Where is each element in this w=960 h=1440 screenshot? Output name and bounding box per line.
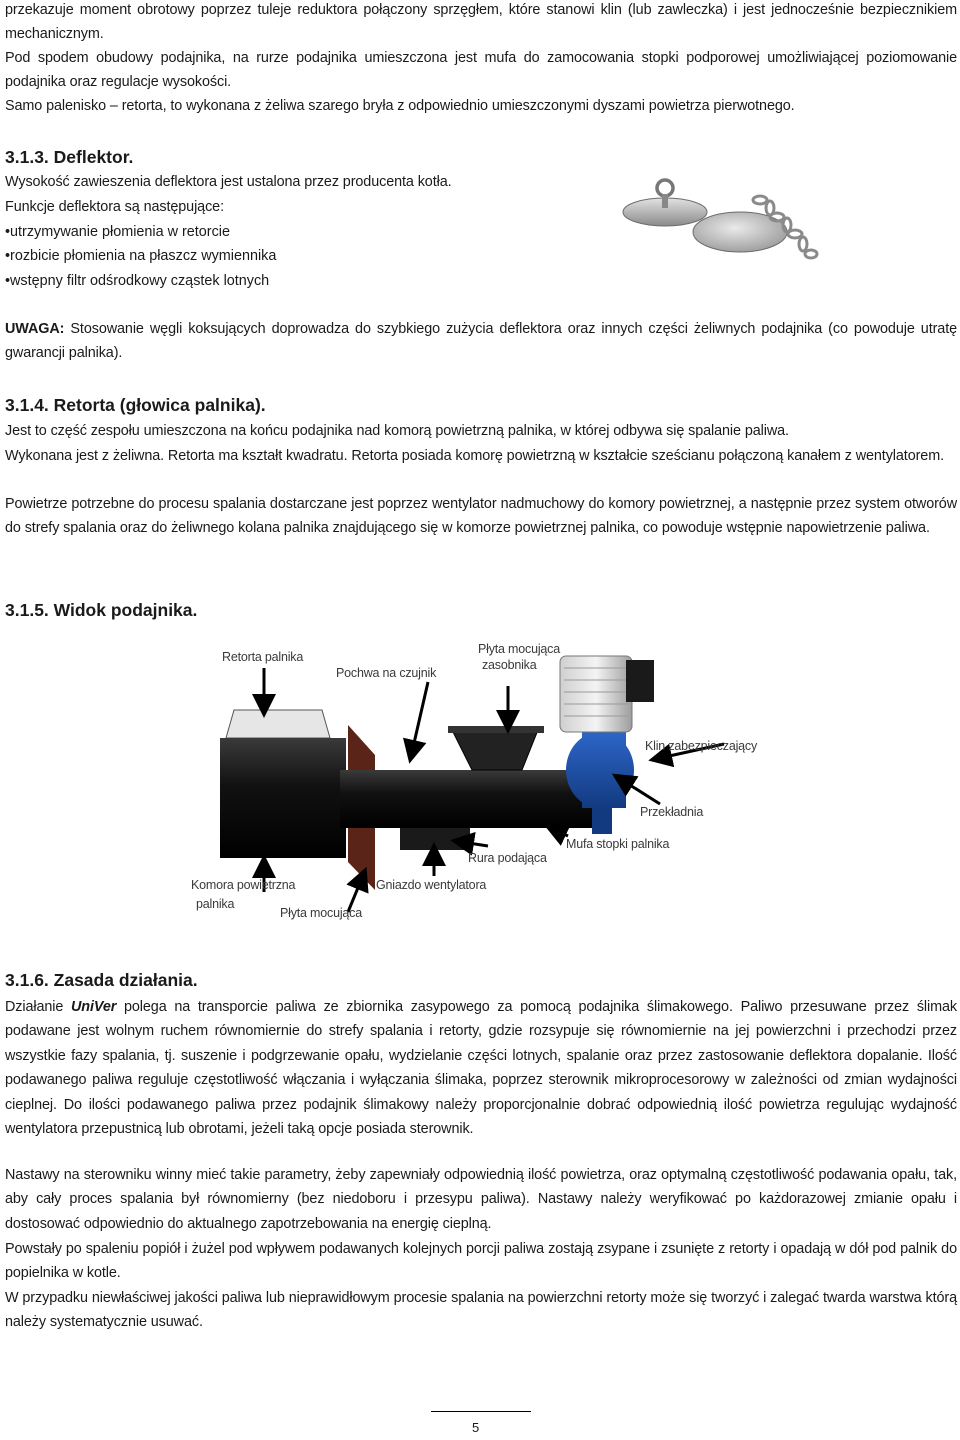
label-przekladnia: Przekładnia	[640, 805, 704, 819]
label-pochwa-na-czujnik: Pochwa na czujnik	[336, 666, 437, 680]
zasada-paragraph-1	[5, 995, 957, 1141]
deflektor-line-1: Wysokość zawieszenia deflektora jest ustalona przez producenta kotła.	[5, 174, 452, 190]
label-plyta-mocujaca-zasobnika-2: zasobnika	[482, 658, 537, 672]
footer-rule	[431, 1411, 531, 1412]
retorta-paragraph-3: Powietrze potrzebne do procesu spalania dostarczane jest poprzez wentylator nadmuchowy do komory powietrznej, a następnie przez system otworów do strefy spalania oraz do żeliwnego kolana palnika znajdującego się w komorze powietrznej palnika, co powoduje wstępnie napowietrzenie paliwa.	[5, 496, 957, 537]
zasada-paragraph-3: Powstały po spaleniu popiół i żużel pod wpływem podawanych kolejnych porcji paliwa zostają zsypane i zsunięte z retorty i opadają w dół pod palnik do popielnika w kotle.	[5, 1241, 957, 1282]
intro-paragraph-1: przekazuje moment obrotowy poprzez tuleje reduktora połączony sprzęgłem, które stanowi klin (lub zawleczka) i jest jednocześnie bezpiecznikiem mechanicznym.	[5, 2, 957, 43]
label-klin: Klin zabezpieczający	[645, 739, 758, 753]
label-rura: Rura podająca	[468, 851, 547, 865]
label-mufa: Mufa stopki palnika	[566, 837, 670, 851]
retorta-paragraph-1: Jest to część zespołu umieszczona na końcu podajnika nad komorą powietrzną palnika, w której odbywa się spalanie paliwa.	[5, 423, 789, 439]
page-number: 5	[472, 1420, 480, 1435]
label-plyta-mocujaca: Płyta mocująca	[280, 906, 362, 920]
warning-label: UWAGA:	[5, 321, 65, 337]
label-plyta-mocujaca-zasobnika-1: Płyta mocująca	[478, 642, 560, 656]
deflektor-line-2: Funkcje deflektora są następujące:	[5, 199, 224, 215]
retorta-paragraph-2: Wykonana jest z żeliwna. Retorta ma kształt kwadratu. Retorta posiada komorę powietrzną w kształcie sześcianu połączoną kanałem z wentylatorem.	[5, 448, 944, 464]
intro-paragraph-3: Samo palenisko – retorta, to wykonana z żeliwa szarego bryła z odpowiednio umieszczonymi dyszami powietrza pierwotnego.	[5, 98, 795, 114]
label-komora-1: Komora powietrzna	[191, 878, 296, 892]
zasada-p1-start: Działanie	[5, 999, 72, 1015]
heading-zasada: 3.1.6. Zasada działania.	[5, 970, 198, 990]
zasada-paragraph-4: W przypadku niewłaściwej jakości paliwa lub nieprawidłowym procesie spalania na powierzchni retorty może się tworzyć i zalegać twarda warstwa którą należy systematycznie usuwać.	[5, 1290, 957, 1331]
heading-deflektor: 3.1.3. Deflektor.	[5, 147, 134, 167]
deflektor-bullet-3: •wstępny filtr odśrodkowy cząstek lotnych	[5, 273, 270, 289]
heading-widok: 3.1.5. Widok podajnika.	[5, 600, 198, 620]
deflektor-bullet-1: •utrzymywanie płomienia w retorcie	[5, 224, 230, 240]
label-gniazdo: Gniazdo wentylatora	[376, 878, 487, 892]
heading-retorta: 3.1.4. Retorta (głowica palnika).	[5, 395, 266, 415]
zasada-paragraph-2: Nastawy na sterowniku winny mieć takie parametry, żeby zapewniały odpowiednią ilość powietrza, oraz optymalną częstotliwość podawania opału, tak, aby cały proces spalania był równomierny (bez niedoboru i przesypu paliwa). Nastawy należy weryfikować po każdorazowej zmianie opału i dostosować odpowiednio do aktualnego zapotrzebowania na energię cieplną.	[5, 1167, 957, 1232]
brand-univer: UniVer	[71, 999, 117, 1015]
deflektor-bullet-2: •rozbicie płomienia na płaszcz wymiennika	[5, 248, 277, 264]
deflektor-warning	[5, 317, 957, 366]
zasada-p1-rest: polega na transporcie paliwa ze zbiornika zasypowego za pomocą podajnika ślimakowego. Paliwo przesuwane przez ślimak podawane jest wolnym ruchem równomiernie do strefy spalania i retorty, gdzie rozsypuje się równomiernie na jej powierzchni i przechodzi przez wszystkie fazy spalania, tj. suszenie i podgrzewanie opału, wydzielanie części lotnych, spalanie oraz przez zastosowanie deflektora dopalanie. Ilość podawanego paliwa reguluje częstotliwość włączania i wyłączania ślimaka, poprzez sterownik mikroprocesorowy w zależności od zmian wydajności cieplnej. Do ilości podawanego paliwa przez podajnik ślimakowy należy proporcjonalnie dobrać odpowiednią ilość powietrza regulując wydajność wentylatora przepustnicą lub obrotami, jeżeli taką opcje posiada sterownik.	[5, 999, 957, 1138]
deflector-image	[615, 170, 825, 270]
label-retorta-palnika: Retorta palnika	[222, 650, 304, 664]
warning-text: Stosowanie węgli koksujących doprowadza do szybkiego zużycia deflektora oraz innych części żeliwnych podajnika (co powoduje utratę gwarancji palnika).	[5, 321, 957, 362]
intro-paragraph-2: Pod spodem obudowy podajnika, na rurze podajnika umieszczona jest mufa do zamocowania stopki podporowej umożliwiającej poziomowanie podajnika oraz regulacje wysokości.	[5, 50, 957, 91]
label-komora-2: palnika	[196, 897, 235, 911]
